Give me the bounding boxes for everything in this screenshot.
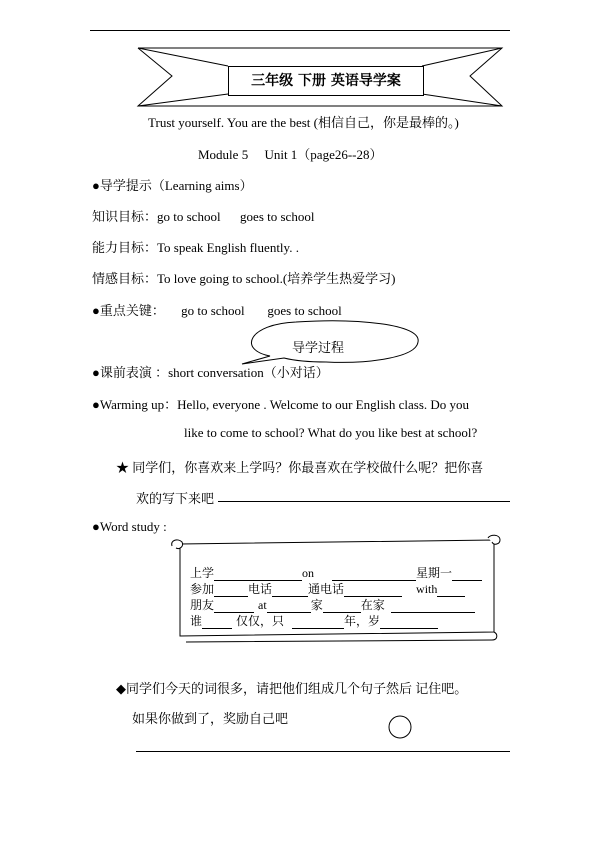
word-canjia: 参加: [190, 582, 215, 596]
word-jinjin: 仅仅，只: [236, 614, 285, 628]
blank-13[interactable]: [292, 616, 344, 629]
motto: Trust yourself. You are the best (相信自己，你是最棒的。): [148, 115, 459, 130]
word-pengyou: 朋友: [190, 598, 215, 612]
word-jia: 家: [310, 598, 323, 612]
emotion-aim: 情感目标：To love going to school.(培养学生热爱学习): [92, 271, 396, 286]
top-rule: [90, 30, 510, 31]
reward-circle[interactable]: [387, 714, 413, 740]
word-row-3: [190, 596, 475, 613]
bubble-label: 导学过程: [291, 341, 344, 356]
word-xingqiyi: 星期一: [416, 566, 453, 580]
word-tongdianhua: 通电话: [308, 582, 345, 596]
word-shui: 谁: [190, 614, 203, 628]
blank-12[interactable]: [202, 616, 232, 629]
word-zaijia: 在家: [360, 598, 385, 612]
word-nian-sui: 年，岁: [344, 614, 381, 628]
module-unit: Module 5 Unit 1（page26--28）: [198, 147, 383, 162]
word-at: at: [258, 598, 267, 612]
word-on: on: [302, 566, 315, 580]
star-task-line2: 欢的写下来吧: [136, 491, 215, 506]
warming-up-line2: like to come to school? What do you like best at school?: [184, 425, 478, 440]
word-with: with: [416, 582, 438, 596]
word-row-2: [190, 580, 465, 597]
aims-heading: ●导学提示（Learning aims）: [92, 178, 253, 193]
word-dianhua: 电话: [248, 582, 273, 596]
knowledge-aim: 知识目标：go to school goes to school: [92, 209, 315, 224]
page-title: 三年级 下册 英语导学案: [228, 66, 424, 96]
answer-line[interactable]: [218, 501, 510, 502]
word-study-heading: ●Word study :: [92, 519, 167, 534]
final-task-line2: 如果你做到了，奖励自己吧: [132, 711, 289, 726]
pre-class-show: ●课前表演 ：short conversation（小对话）: [92, 365, 329, 380]
word-row-1: [190, 564, 482, 581]
word-shangxue: 上学: [190, 566, 215, 580]
star-task-line1: ★ 同学们，你喜欢来上学吗？你最喜欢在学校做什么呢？把你喜: [116, 460, 484, 475]
ability-aim: 能力目标：To speak English fluently. .: [92, 240, 299, 255]
bottom-rule: [136, 751, 510, 752]
final-task-line1: ◆同学们今天的词很多，请把他们组成几个句子然后 记住吧。: [116, 681, 468, 696]
word-row-4: [190, 612, 438, 629]
warming-up-line1: ●Warming up：Hello, everyone . Welcome to our English class. Do you: [92, 397, 470, 412]
blank-14[interactable]: [380, 616, 438, 629]
key-points: ●重点关键： go to school goes to school: [92, 303, 342, 318]
